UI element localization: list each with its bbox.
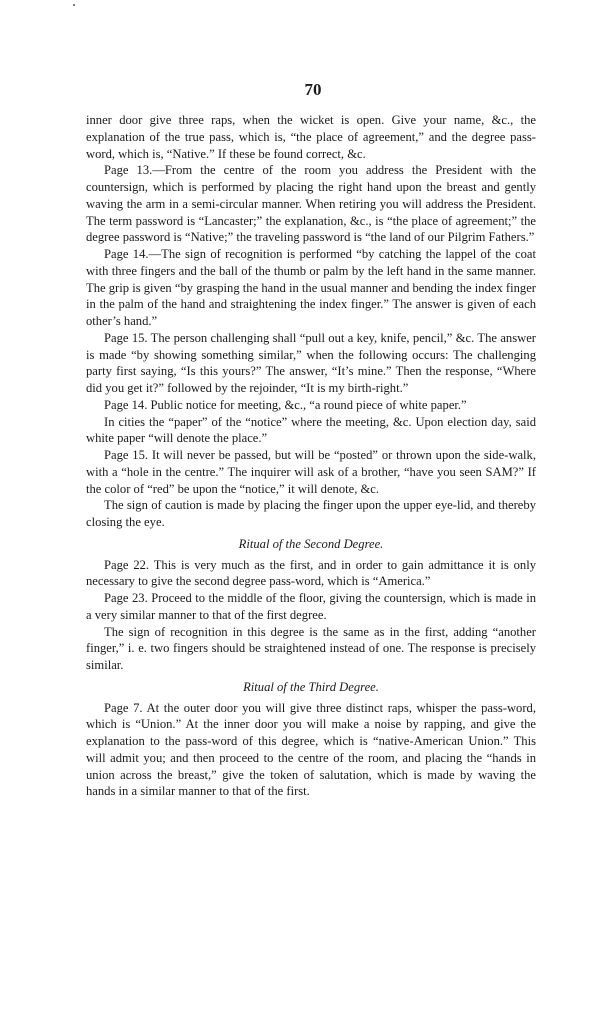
paragraph-1: inner door give three raps, when the wicket is open. Give your name, &c., the explanation of the true pass, which is, “the place of agreement,” and the degree pass-word, which is, “Native.” If these be found correct, &c.: [86, 113, 536, 161]
paragraph-11: The sign of recognition in this degree is the same as in the first, adding “another finger,” i. e. two fingers should be straightened instead of one. The response is precisely similar.: [86, 624, 536, 672]
paragraph-8: The sign of caution is made by placing the finger upon the upper eye-lid, and thereby closing the eye.: [86, 498, 536, 529]
paragraph-7: Page 15. It will never be passed, but will be “posted” or thrown upon the side-walk, with a “hole in the centre.” The inquirer will ask of a brother, “have you seen SAM?” If the color of “red” be upon the “notice,” it will denote, &c.: [86, 448, 536, 496]
paragraph-12: Page 7. At the outer door you will give three distinct raps, whisper the pass-word, which is “Union.” At the inner door you will make a noise by rapping, and give the explanation to the pass-word of this degree, which is “native-American Union.” This will admit you; and then proceed to the centre of the room, and placing the “hands in union across the breast,” give the token of salutation, which is made by waving the hands in a similar manner to that of the first.: [86, 700, 536, 799]
paragraph-10: Page 23. Proceed to the middle of the floor, giving the countersign, which is made in a very similar manner to that of the first degree.: [86, 591, 536, 622]
section-heading-second-degree: Ritual of the Second Degree.: [238, 536, 384, 551]
book-page: [86, 0, 536, 800]
page-number: 70: [304, 80, 322, 99]
paragraph-5: Page 14. Public notice for meeting, &c., “a round piece of white paper.”: [104, 397, 467, 412]
paragraph-9: Page 22. This is very much as the first, and in order to gain admittance it is only necessary to give the second degree pass-word, which is “America.”: [86, 557, 536, 589]
paragraph-2: Page 13.—From the centre of the room you address the President with the countersign, which is performed by placing the right hand upon the breast and gently waving the arm in a semi-circular manner. When retiring you will address the President. The term password is “Lancaster;” the explanation, &c., is “the place of agreement;” the degree password is “Native;” the traveling password is “the land of our Pilgrim Fathers.”: [86, 163, 536, 245]
paragraph-3: Page 14.—The sign of recognition is performed “by catching the lappel of the coat with three fingers and the ball of the thumb or palm by the left hand in the same manner. The grip is given “by grasping the hand in the usual manner and bending the index finger in the palm of the hand and straightening the index finger.” The answer is given of each other’s hand.”: [86, 247, 536, 328]
page-body: [86, 112, 536, 800]
paragraph-6: In cities the “paper” of the “notice” where the meeting, &c. Upon election day, said white paper “will denote the place.”: [86, 414, 536, 446]
stray-mark: [73, 4, 75, 6]
section-heading-third-degree: Ritual of the Third Degree.: [243, 679, 379, 694]
paragraph-4: Page 15. The person challenging shall “pull out a key, knife, pencil,” &c. The answer is made “by showing something similar,” when the following occurs: The challenging party first saying, “Is this yours?” The answer, “It’s mine.” Then the response, “Where did you get it?” followed by the rejoinder, “It is my birth-right.”: [86, 330, 536, 395]
